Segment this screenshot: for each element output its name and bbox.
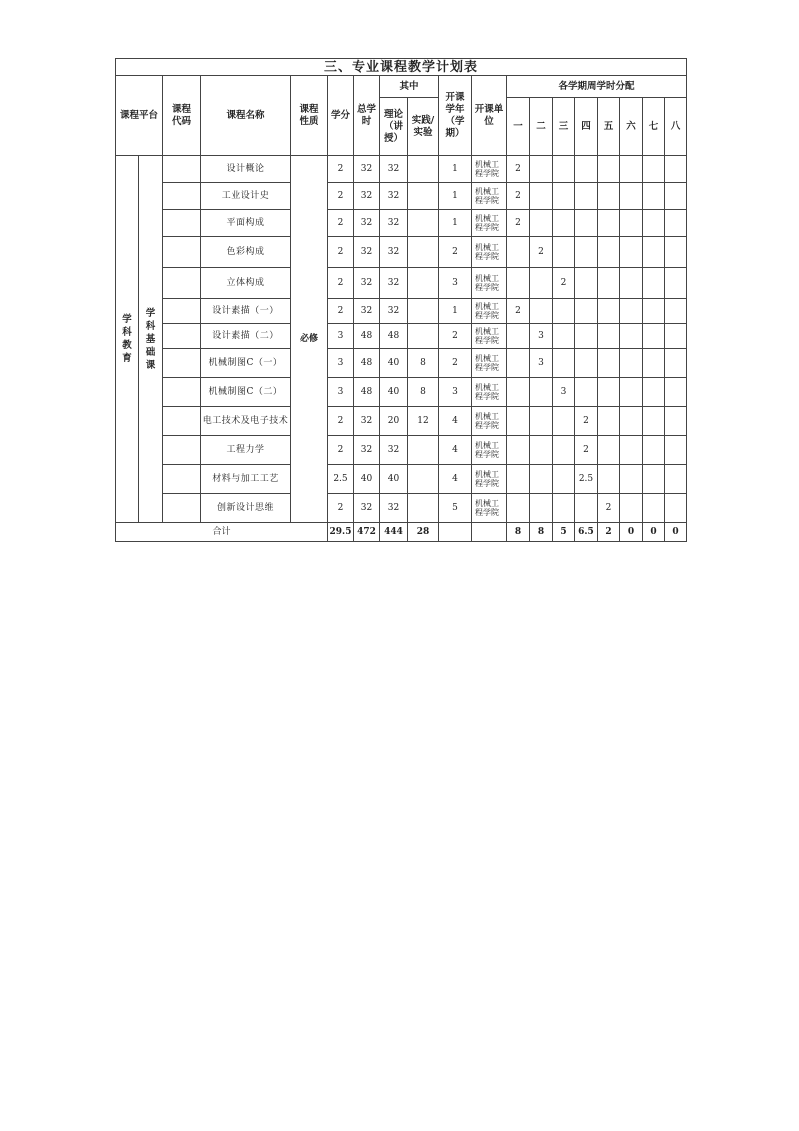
weekly-hours: 2 (507, 210, 530, 237)
course-term: 2 (439, 324, 472, 349)
course-practice (408, 494, 439, 523)
course-credit: 3 (328, 378, 354, 407)
course-practice (408, 210, 439, 237)
header-year: 开课学年（学期） (439, 76, 472, 156)
course-term: 4 (439, 436, 472, 465)
course-theory: 32 (380, 183, 408, 210)
weekly-hours (665, 436, 687, 465)
course-practice (408, 324, 439, 349)
course-unit: 机械工程学院 (472, 183, 507, 210)
weekly-hours (598, 268, 620, 299)
course-theory: 40 (380, 465, 408, 494)
course-theory: 20 (380, 407, 408, 436)
course-unit: 机械工程学院 (472, 349, 507, 378)
weekly-hours (553, 183, 575, 210)
course-hours: 32 (354, 156, 380, 183)
weekly-hours (553, 494, 575, 523)
weekly-hours (620, 436, 643, 465)
weekly-hours (553, 156, 575, 183)
weekly-hours: 2 (575, 436, 598, 465)
weekly-hours (598, 299, 620, 324)
weekly-hours (530, 183, 553, 210)
course-name: 工业设计史 (201, 183, 291, 210)
course-hours: 48 (354, 324, 380, 349)
weekly-hours (643, 268, 665, 299)
weekly-hours (507, 494, 530, 523)
course-unit: 机械工程学院 (472, 268, 507, 299)
weekly-hours: 2 (507, 183, 530, 210)
total-practice: 28 (408, 523, 439, 542)
weekly-hours (598, 237, 620, 268)
weekly-hours (553, 436, 575, 465)
total-weekly: 0 (665, 523, 687, 542)
course-hours: 32 (354, 268, 380, 299)
category-cell (139, 156, 163, 523)
course-credit: 2 (328, 210, 354, 237)
total-weekly: 5 (553, 523, 575, 542)
course-name: 设计概论 (201, 156, 291, 183)
weekly-hours (530, 378, 553, 407)
weekly-hours: 3 (530, 349, 553, 378)
weekly-hours (553, 299, 575, 324)
course-name: 设计素描（二） (201, 324, 291, 349)
course-name: 机械制图C（一） (201, 349, 291, 378)
course-code (163, 436, 201, 465)
course-theory: 48 (380, 324, 408, 349)
weekly-hours (643, 378, 665, 407)
weekly-hours (665, 349, 687, 378)
weekly-hours (643, 210, 665, 237)
table-row (116, 237, 687, 268)
table-row (116, 324, 687, 349)
header-code: 课程代码 (163, 76, 201, 156)
course-hours: 32 (354, 407, 380, 436)
weekly-hours (598, 210, 620, 237)
weekly-hours (643, 237, 665, 268)
table-row (116, 436, 687, 465)
header-semester: 一 (507, 98, 530, 156)
course-hours: 32 (354, 436, 380, 465)
course-credit: 2 (328, 156, 354, 183)
weekly-hours: 2 (598, 494, 620, 523)
course-theory: 32 (380, 156, 408, 183)
weekly-hours (620, 494, 643, 523)
weekly-hours (575, 210, 598, 237)
course-code (163, 378, 201, 407)
weekly-hours: 2.5 (575, 465, 598, 494)
weekly-hours (507, 407, 530, 436)
weekly-hours (530, 494, 553, 523)
weekly-hours (665, 378, 687, 407)
weekly-hours (553, 349, 575, 378)
weekly-hours (620, 156, 643, 183)
weekly-hours (553, 210, 575, 237)
weekly-hours (620, 237, 643, 268)
course-practice: 12 (408, 407, 439, 436)
course-term: 2 (439, 349, 472, 378)
total-label: 合计 (116, 523, 328, 542)
weekly-hours (575, 268, 598, 299)
weekly-hours: 2 (507, 299, 530, 324)
header-nature: 课程性质 (291, 76, 328, 156)
weekly-hours (575, 156, 598, 183)
header-weekly: 各学期周学时分配 (507, 76, 687, 98)
course-credit: 2 (328, 436, 354, 465)
course-hours: 48 (354, 378, 380, 407)
weekly-hours (620, 210, 643, 237)
header-semester: 六 (620, 98, 643, 156)
course-code (163, 407, 201, 436)
course-name: 色彩构成 (201, 237, 291, 268)
total-unit (472, 523, 507, 542)
header-among: 其中 (380, 76, 439, 98)
table-row (116, 465, 687, 494)
course-credit: 2 (328, 183, 354, 210)
weekly-hours (575, 183, 598, 210)
weekly-hours (665, 156, 687, 183)
course-term: 2 (439, 237, 472, 268)
weekly-hours: 3 (530, 324, 553, 349)
course-theory: 40 (380, 349, 408, 378)
course-practice (408, 465, 439, 494)
total-credit: 29.5 (328, 523, 354, 542)
course-unit: 机械工程学院 (472, 299, 507, 324)
weekly-hours (643, 349, 665, 378)
total-weekly: 0 (643, 523, 665, 542)
header-practice: 实践/实验 (408, 98, 439, 156)
course-unit: 机械工程学院 (472, 324, 507, 349)
weekly-hours (620, 324, 643, 349)
weekly-hours (643, 407, 665, 436)
course-hours: 32 (354, 494, 380, 523)
weekly-hours (643, 183, 665, 210)
course-theory: 32 (380, 494, 408, 523)
weekly-hours (643, 299, 665, 324)
header-semester: 三 (553, 98, 575, 156)
table-title: 三、专业课程教学计划表 (116, 59, 687, 76)
course-term: 4 (439, 465, 472, 494)
course-hours: 32 (354, 183, 380, 210)
course-credit: 2.5 (328, 465, 354, 494)
course-name: 工程力学 (201, 436, 291, 465)
header-semester: 四 (575, 98, 598, 156)
course-credit: 2 (328, 268, 354, 299)
course-theory: 32 (380, 237, 408, 268)
course-practice (408, 268, 439, 299)
course-unit: 机械工程学院 (472, 436, 507, 465)
total-theory: 444 (380, 523, 408, 542)
weekly-hours (553, 465, 575, 494)
course-credit: 3 (328, 324, 354, 349)
total-weekly: 0 (620, 523, 643, 542)
course-code (163, 349, 201, 378)
weekly-hours (507, 324, 530, 349)
course-nature: 必修 (291, 156, 328, 523)
table-row (116, 210, 687, 237)
weekly-hours (643, 324, 665, 349)
total-weekly: 8 (530, 523, 553, 542)
weekly-hours (575, 349, 598, 378)
course-code (163, 494, 201, 523)
header-theory: 理论（讲授） (380, 98, 408, 156)
platform-cell (116, 156, 139, 523)
table-row (116, 494, 687, 523)
weekly-hours (598, 378, 620, 407)
course-theory: 32 (380, 268, 408, 299)
header-name: 课程名称 (201, 76, 291, 156)
table-row (116, 378, 687, 407)
weekly-hours (553, 324, 575, 349)
weekly-hours (530, 407, 553, 436)
course-practice (408, 299, 439, 324)
weekly-hours (598, 183, 620, 210)
course-credit: 2 (328, 237, 354, 268)
weekly-hours (575, 237, 598, 268)
weekly-hours (507, 349, 530, 378)
weekly-hours (665, 494, 687, 523)
course-practice (408, 436, 439, 465)
weekly-hours (620, 378, 643, 407)
header-platform: 课程平台 (116, 76, 163, 156)
weekly-hours (575, 299, 598, 324)
course-hours: 32 (354, 299, 380, 324)
course-theory: 32 (380, 436, 408, 465)
course-hours: 32 (354, 210, 380, 237)
weekly-hours (643, 494, 665, 523)
weekly-hours: 2 (553, 268, 575, 299)
course-practice (408, 156, 439, 183)
weekly-hours (598, 349, 620, 378)
weekly-hours (553, 237, 575, 268)
course-term: 1 (439, 299, 472, 324)
course-name: 机械制图C（二） (201, 378, 291, 407)
header-semester: 二 (530, 98, 553, 156)
weekly-hours (665, 465, 687, 494)
table-row (116, 156, 687, 183)
weekly-hours (507, 378, 530, 407)
course-practice (408, 237, 439, 268)
course-unit: 机械工程学院 (472, 210, 507, 237)
weekly-hours (643, 156, 665, 183)
course-name: 平面构成 (201, 210, 291, 237)
table-row (116, 349, 687, 378)
course-theory: 40 (380, 378, 408, 407)
course-code (163, 268, 201, 299)
header-unit: 开课单位 (472, 76, 507, 156)
course-name: 电工技术及电子技术 (201, 407, 291, 436)
course-code (163, 465, 201, 494)
total-weekly: 2 (598, 523, 620, 542)
course-name: 设计素描（一） (201, 299, 291, 324)
course-theory: 32 (380, 299, 408, 324)
weekly-hours (665, 183, 687, 210)
course-term: 5 (439, 494, 472, 523)
course-unit: 机械工程学院 (472, 237, 507, 268)
course-name: 材料与加工工艺 (201, 465, 291, 494)
table-row (116, 268, 687, 299)
course-term: 3 (439, 268, 472, 299)
course-term: 1 (439, 156, 472, 183)
weekly-hours: 2 (530, 237, 553, 268)
platform-label: 学科教育 (122, 314, 132, 364)
course-code (163, 237, 201, 268)
weekly-hours (643, 465, 665, 494)
course-name: 创新设计思维 (201, 494, 291, 523)
total-term (439, 523, 472, 542)
header-semester: 五 (598, 98, 620, 156)
weekly-hours (530, 436, 553, 465)
course-practice: 8 (408, 349, 439, 378)
weekly-hours (665, 299, 687, 324)
weekly-hours (598, 465, 620, 494)
course-term: 1 (439, 183, 472, 210)
weekly-hours (553, 407, 575, 436)
course-code (163, 210, 201, 237)
weekly-hours (575, 378, 598, 407)
weekly-hours (598, 407, 620, 436)
weekly-hours (620, 349, 643, 378)
course-credit: 2 (328, 299, 354, 324)
weekly-hours (665, 324, 687, 349)
category-label: 学科基础课 (145, 307, 156, 371)
weekly-hours (620, 183, 643, 210)
weekly-hours (575, 494, 598, 523)
weekly-hours (665, 237, 687, 268)
weekly-hours (620, 407, 643, 436)
header-semester: 八 (665, 98, 687, 156)
weekly-hours (507, 436, 530, 465)
course-hours: 40 (354, 465, 380, 494)
course-code (163, 324, 201, 349)
course-credit: 2 (328, 407, 354, 436)
weekly-hours (507, 268, 530, 299)
weekly-hours (530, 210, 553, 237)
course-hours: 48 (354, 349, 380, 378)
course-unit: 机械工程学院 (472, 156, 507, 183)
weekly-hours (530, 268, 553, 299)
course-practice: 8 (408, 378, 439, 407)
course-code (163, 156, 201, 183)
course-code (163, 183, 201, 210)
course-hours: 32 (354, 237, 380, 268)
course-credit: 3 (328, 349, 354, 378)
course-unit: 机械工程学院 (472, 378, 507, 407)
weekly-hours (598, 436, 620, 465)
course-plan-sheet (115, 58, 686, 542)
course-term: 3 (439, 378, 472, 407)
total-row (116, 523, 687, 542)
weekly-hours (507, 465, 530, 494)
total-weekly: 6.5 (575, 523, 598, 542)
weekly-hours (530, 465, 553, 494)
weekly-hours: 2 (575, 407, 598, 436)
course-theory: 32 (380, 210, 408, 237)
total-weekly: 8 (507, 523, 530, 542)
course-code (163, 299, 201, 324)
weekly-hours (598, 324, 620, 349)
course-unit: 机械工程学院 (472, 465, 507, 494)
weekly-hours (643, 436, 665, 465)
header-semester: 七 (643, 98, 665, 156)
weekly-hours (598, 156, 620, 183)
total-hours: 472 (354, 523, 380, 542)
header-total-hours: 总学时 (354, 76, 380, 156)
course-unit: 机械工程学院 (472, 407, 507, 436)
weekly-hours (507, 237, 530, 268)
course-name: 立体构成 (201, 268, 291, 299)
course-term: 4 (439, 407, 472, 436)
course-unit: 机械工程学院 (472, 494, 507, 523)
weekly-hours (665, 407, 687, 436)
course-plan-table (115, 58, 687, 542)
course-term: 1 (439, 210, 472, 237)
course-practice (408, 183, 439, 210)
weekly-hours (665, 210, 687, 237)
weekly-hours (620, 465, 643, 494)
weekly-hours (575, 324, 598, 349)
weekly-hours: 3 (553, 378, 575, 407)
course-credit: 2 (328, 494, 354, 523)
table-row (116, 299, 687, 324)
weekly-hours: 2 (507, 156, 530, 183)
header-credit: 学分 (328, 76, 354, 156)
table-row (116, 183, 687, 210)
table-row (116, 407, 687, 436)
weekly-hours (530, 299, 553, 324)
weekly-hours (620, 299, 643, 324)
weekly-hours (665, 268, 687, 299)
weekly-hours (530, 156, 553, 183)
weekly-hours (620, 268, 643, 299)
